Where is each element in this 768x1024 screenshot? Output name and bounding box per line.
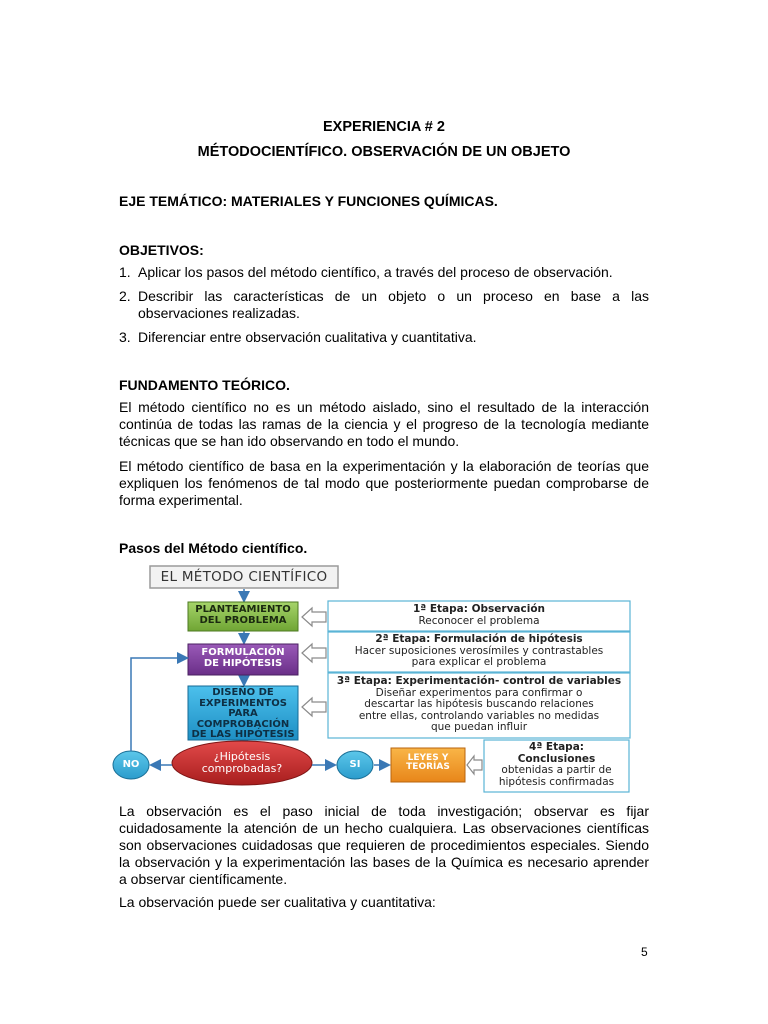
planteamiento-label: PLANTEAMIENTO DEL PROBLEMA: [195, 604, 291, 626]
objective-text: Describir las características de un objeto o un proceso en base a las observaciones realizadas.: [138, 288, 649, 321]
stage-4-arrow: [467, 756, 482, 774]
scientific-method-diagram: [110, 562, 640, 794]
objective-text: Diferenciar entre observación cualitativa y cuantitativa.: [138, 329, 477, 345]
objective-number: 3.: [119, 329, 131, 345]
objective-item: [119, 288, 649, 322]
objective-text: Aplicar los pasos del método científico, a través del proceso de observación.: [138, 264, 613, 280]
experience-title: EXPERIENCIA # 2: [323, 119, 445, 135]
stage-1-text: 1ª Etapa: Observación Reconocer el problema: [412, 603, 546, 627]
document-title: MÉTODOCIENTÍFICO. OBSERVACIÓN DE UN OBJETO: [197, 144, 571, 160]
stage-3-text: 3ª Etapa: Experimentación- control de variables Diseñar experimentos para confirmar o descartar las hipótesis buscando relaciones entre ellas, controlando variables no medidas que puedan influir: [336, 675, 622, 733]
stage-3-arrow: [302, 698, 326, 716]
fundamento-paragraph-2: El método científico de basa en la experimentación y la elaboración de teorías que expliquen los fenómenos de tal modo que posteriormente puedan comprobarse de forma experimental.: [119, 458, 649, 508]
fundamento-heading: FUNDAMENTO TEÓRICO.: [119, 377, 290, 393]
stage-4-text: 4ª Etapa: Conclusiones obtenidas a partir de hipótesis confirmadas: [498, 741, 615, 788]
stage-1-arrow: [302, 608, 326, 626]
page-number: 5: [641, 945, 648, 959]
observacion-paragraph-2: La observación puede ser cualitativa y cuantitativa:: [119, 894, 436, 910]
objective-item: [119, 329, 649, 346]
diagram-header: EL MÉTODO CIENTÍFICO: [160, 569, 328, 585]
leyes-label: LEYES Y TEORÍAS: [406, 753, 450, 773]
no-label: NO: [122, 759, 140, 770]
decision-label: ¿Hipótesis comprobadas?: [201, 750, 283, 775]
eje-label: EJE TEMÁTICO: [119, 193, 223, 209]
si-label: SI: [349, 759, 361, 770]
stage-2-text: 2ª Etapa: Formulación de hipótesis Hacer suposiciones verosímiles y contrastables para explicar el problema: [354, 633, 604, 668]
diseno-label: DISEÑO DE EXPERIMENTOS PARA COMPROBACIÓN DE LAS HIPÓTESIS: [191, 687, 295, 740]
formulacion-label: FORMULACIÓN DE HIPÓTESIS: [201, 647, 285, 669]
objective-number: 2.: [119, 288, 131, 304]
fundamento-paragraph-1: El método científico no es un método aislado, sino el resultado de la interacción continúa de todas las ramas de la ciencia y el progreso de la tecnología mediante técnicas que se han ido observando en todo el mundo.: [119, 399, 649, 449]
eje-tematico: [119, 193, 649, 210]
objective-number: 1.: [119, 264, 131, 280]
eje-text: : MATERIALES Y FUNCIONES QUÍMICAS.: [222, 193, 498, 209]
observacion-paragraph-1: La observación es el paso inicial de toda investigación; observar es fijar cuidadosamente la atención de un hecho cualquiera. Las observaciones científicas son observaciones cuidadosas que requieren de procedimientos especiales. Siendo la observación y la experimentación las bases de la Química es necesario aprender a observar científicamente.: [119, 803, 649, 887]
objective-item: [119, 264, 649, 281]
stage-2-arrow: [302, 644, 326, 662]
objetivos-heading: OBJETIVOS:: [119, 242, 204, 258]
pasos-heading: Pasos del Método científico.: [119, 540, 308, 556]
